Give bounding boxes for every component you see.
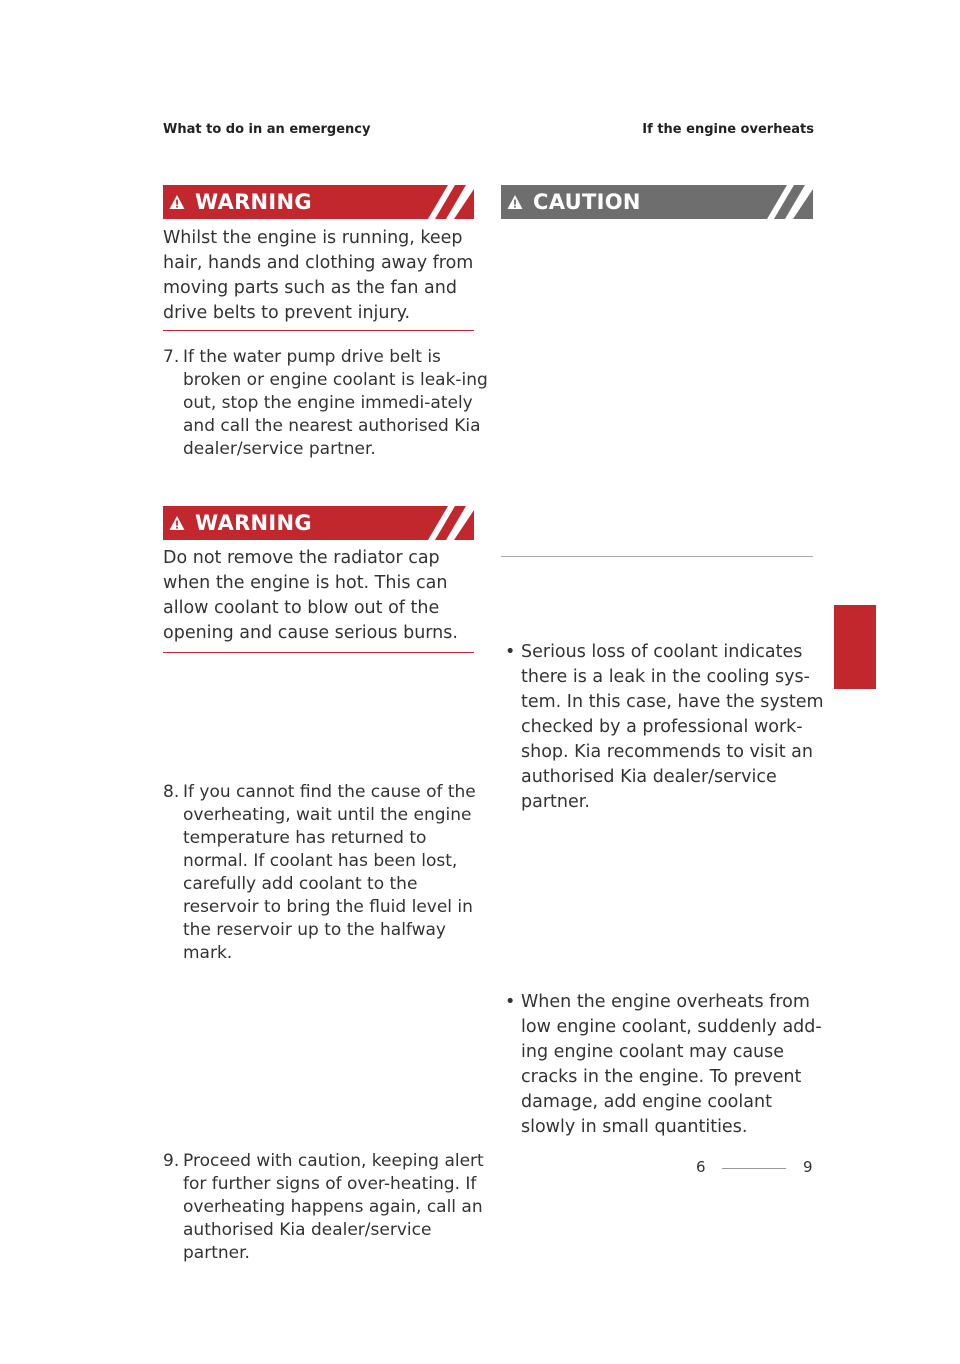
caution-rule [501,556,813,557]
bullet-dot: • [505,642,516,662]
warning-title: WARNING [195,190,312,214]
step-number: 7. [163,347,180,367]
bullet-text: Serious loss of coolant indicates there is a leak in the cooling sys-tem. In this case, have the system checked by a professional work-shop. Kia recommends to visit an authorised Kia dealer/service partner. [521,642,824,812]
footer-divider [722,1168,786,1169]
running-header-right: If the engine overheats [642,122,814,137]
caution-bullet-1 [501,640,831,815]
slash-decoration-icon [767,185,813,219]
warning-triangle-icon [169,515,185,531]
running-header-left: What to do in an emergency [163,122,371,137]
footer-page-number: 9 [803,1158,813,1176]
step-text: If the water pump drive belt is broken or engine coolant is leak-ing out, stop the engine immedi-ately and call the nearest authorised Kia dealer/service partner. [183,347,488,459]
slash-decoration-icon [428,506,474,540]
warning-title: WARNING [195,511,312,535]
warning-2-text: Do not remove the radiator cap when the engine is hot. This can allow coolant to blow out of the opening and cause serious burns. [163,548,458,643]
step-9 [163,1150,491,1265]
caution-title: CAUTION [533,190,641,214]
warning-1-rule [163,330,474,331]
footer-chapter-number: 6 [696,1158,706,1176]
warning-triangle-icon [507,194,523,210]
warning-banner-1 [163,185,474,219]
warning-1-text: Whilst the engine is running, keep hair, hands and clothing away from moving parts such as the fan and drive belts to prevent injury. [163,228,474,323]
caution-bullet-2 [501,990,831,1140]
warning-banner-2 [163,506,474,540]
slash-decoration-icon [428,185,474,219]
caution-banner [501,185,813,219]
step-7 [163,346,491,461]
chapter-tab-number: 6 [840,668,852,688]
bullet-text: When the engine overheats from low engine coolant, suddenly add-ing engine coolant may cause cracks in the engine. To prevent damage, add engine coolant slowly in small quantities. [521,992,822,1137]
step-8 [163,781,491,965]
bullet-dot: • [505,992,516,1012]
step-number: 8. [163,782,180,802]
step-text: If you cannot find the cause of the overheating, wait until the engine temperature has returned to normal. If coolant has been lost, carefully add coolant to the reservoir to bring the fluid level in the reservoir up to the halfway mark. [183,782,476,963]
step-number: 9. [163,1151,180,1171]
warning-2-rule [163,652,474,653]
warning-triangle-icon [169,194,185,210]
step-text: Proceed with caution, keeping alert for further signs of over-heating. If overheating happens again, call an authorised Kia dealer/service partner. [183,1151,484,1263]
